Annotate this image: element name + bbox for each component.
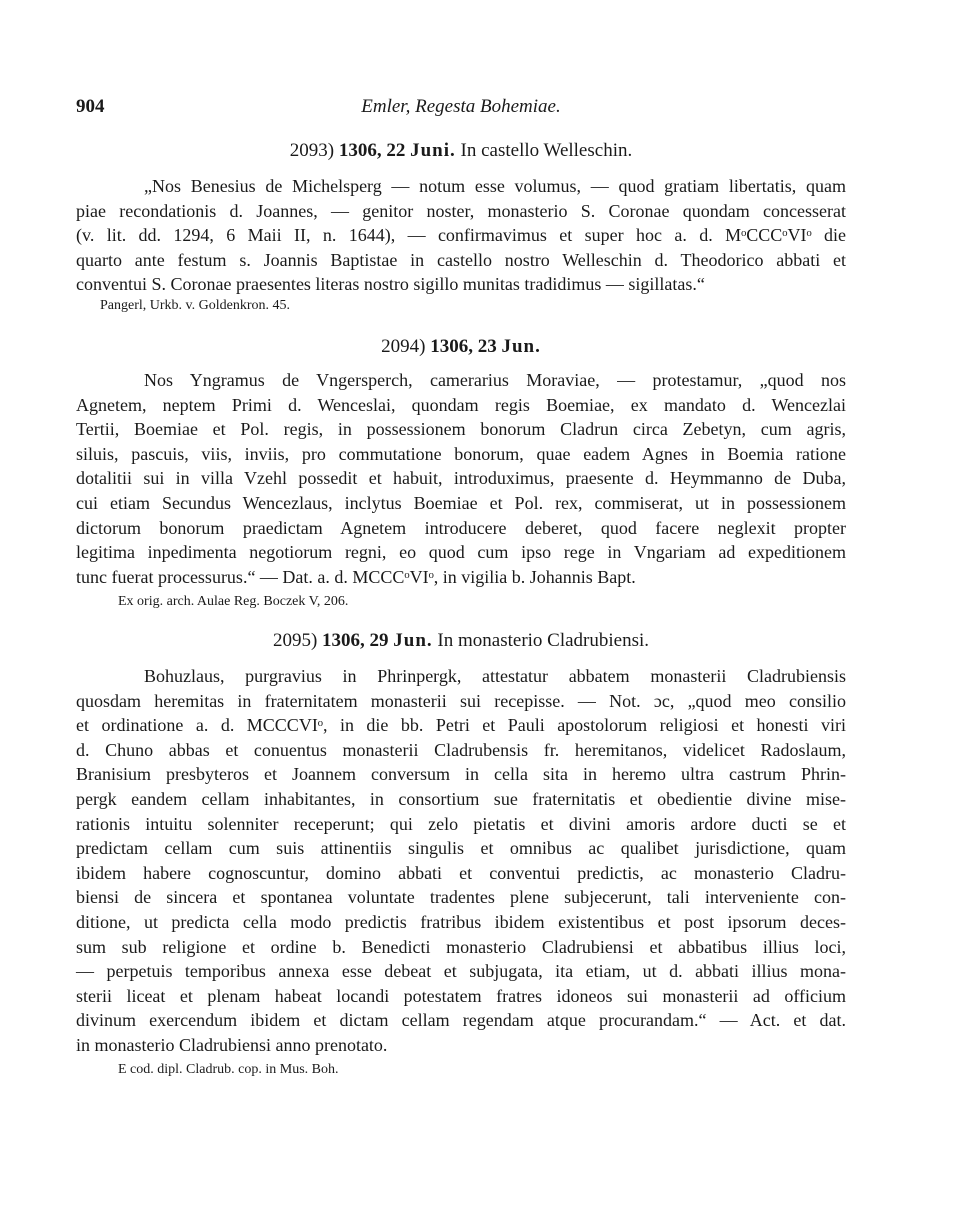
text-line: quosdam heremitas in fraternitatem monasterii sui recepisse. — Not. ɔc, „quod meo consilio (76, 690, 846, 711)
source-citation: Pangerl, Urkb. v. Goldenkron. 45. (100, 298, 291, 313)
source-citation: Ex orig. arch. Aulae Reg. Boczek V, 206. (118, 594, 349, 609)
text-line: quarto ante festum s. Joannis Baptistae in castello nostro Welleschin d. Theodorico abbati et (76, 249, 846, 270)
entry-place: In monasterio Cladrubiensi. (437, 630, 650, 651)
entry-heading (76, 630, 846, 652)
text-line: Tertii, Boemiae et Pol. regis, in possessionem bonorum Cladrun circa Zebetyn, cum agris, (76, 419, 846, 440)
text-line: sum sub religione et ordine b. Benedicti monasterio Cladrubiensi et abbatibus illius loci, (76, 936, 846, 957)
text-line: dictorum bonorum praedictam Agnetem introducere deberet, quod facere neglexit propter (76, 517, 846, 538)
source-citation: E cod. dipl. Cladrub. cop. in Mus. Boh. (118, 1062, 339, 1077)
text-line: Bohuzlaus, purgravius in Phrinpergk, attestatur abbatem monasterii Cladrubiensis (144, 666, 846, 686)
text-line: biensi de sincera et spontanea voluntate tradentes plene subjecerunt, tali interveniente con- (76, 887, 846, 908)
entry-place: In castello Welleschin. (460, 140, 633, 161)
entry-month: Juni. (410, 140, 456, 161)
page-header (76, 96, 846, 126)
entry-text (76, 664, 846, 1058)
text-line: et ordinatione a. d. MCCCVIᵒ, in die bb. Petri et Pauli apostolorum religiosi et honesti viri (76, 715, 846, 736)
entry-date: 1306, 23 (430, 336, 497, 357)
text-line: cui etiam Secundus Wencezlaus, inclytus Boemiae et Pol. rex, commiserat, ut in possessionem (76, 492, 846, 513)
text-line: tunc fuerat processurus.“ — Dat. a. d. MCCCᵒVIᵒ, in vigilia b. Johannis Bapt. (76, 566, 636, 587)
entry-heading (76, 336, 846, 358)
text-line: rationis intuitu solenniter receperunt; qui zelo pietatis et divini amoris ardore ducti se et (76, 813, 846, 834)
entry-heading (76, 140, 846, 162)
text-line: piae recondationis d. Joannes, — genitor noster, monasterio S. Coronae quondam concesserat (76, 200, 846, 221)
entry-month: Jun. (501, 336, 541, 357)
entry-date: 1306, 22 (338, 140, 406, 161)
entry-text (76, 174, 846, 297)
text-line: divinum exercendum ibidem et dictam cellam regendam atque procurandam.“ — Act. et dat. (76, 1010, 846, 1031)
text-line: siluis, pascuis, viis, inviis, pro commutatione bonorum, quae eadem Agnes in Boemia ratione (76, 443, 846, 464)
text-line: sterii liceat et plenam habeat locandi potestatem fratres idoneos sui monasterii ad officium (76, 985, 846, 1006)
text-line: predictam cellam cum suis attinentiis singulis et omnibus ac qualibet jurisdictione, quam (76, 838, 846, 859)
text-line: Agnetem, neptem Primi d. Wenceslai, quondam regis Boemiae, ex mandato d. Wencezlai (76, 394, 846, 415)
text-line: ditione, ut predicta cella modo predictis fratribus ibidem existentibus et post ipsorum deces- (76, 911, 846, 932)
entry-date: 1306, 29 (322, 630, 389, 651)
entry-number: 2094) (381, 336, 426, 357)
text-line: ibidem habere cognoscuntur, domino abbati et conventui predictis, ac monasterio Cladru- (76, 862, 846, 883)
text-line: (v. lit. dd. 1294, 6 Maii II, n. 1644), — confirmavimus et super hoc a. d. MᵒCCCᵒVIᵒ die (76, 225, 846, 246)
text-line: Nos Yngramus de Vngersperch, camerarius Moraviae, — protestamur, „quod nos (144, 370, 846, 390)
text-line: conventui S. Coronae praesentes literas nostro sigillo munitas tradidimus — sigillatas.“ (76, 274, 705, 295)
text-line: in monasterio Cladrubiensi anno prenotato. (76, 1034, 388, 1055)
entry-number: 2095) (272, 630, 318, 651)
text-line: pergk eandem cellam inhabitantes, in consortium sue fraternitatis et obedientie divine mise- (76, 788, 846, 809)
text-line: „Nos Benesius de Michelsperg — notum esse volumus, — quod gratiam libertatis, quam (144, 176, 846, 196)
text-line: legitima inpedimenta negotiorum regni, eo quod cum ipso rege in Vngariam ad expeditionem (76, 542, 846, 563)
text-line: — perpetuis temporibus annexa esse debeat et subjugata, ita etiam, ut d. abbati illius mona- (76, 961, 846, 982)
entry-number: 2093) (289, 140, 335, 161)
page-number: 904 (76, 96, 105, 117)
running-title: Emler, Regesta Bohemiae. (361, 96, 561, 117)
text-line: d. Chuno abbas et conuentus monasterii Cladrubensis fr. heremitanos, videlicet Radoslaum, (76, 739, 846, 760)
text-line: dotalitii sui in villa Vzehl possedit et habuit, introduximus, praesente d. Heymmanno de Duba, (76, 468, 846, 489)
entry-month: Jun. (393, 630, 433, 651)
entry-text (76, 368, 846, 589)
text-line: Branisium presbyteros et Joannem conversum in cella sita in heremo ultra castrum Phrin- (76, 764, 846, 785)
